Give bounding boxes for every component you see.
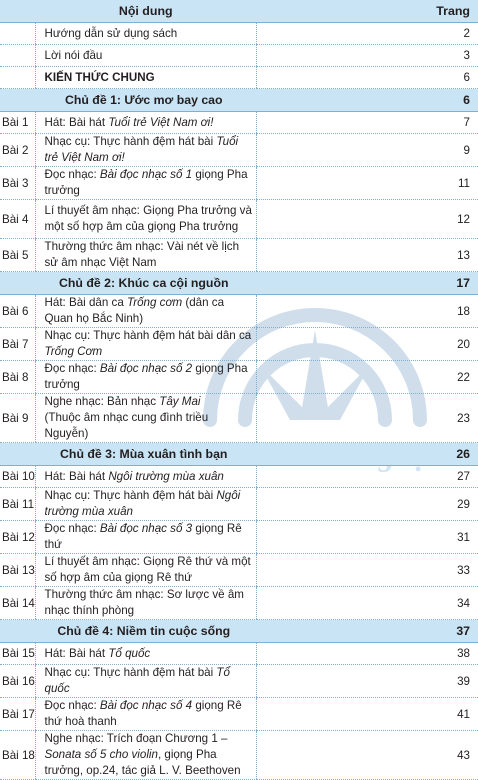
lesson-title: [35, 665, 257, 698]
lesson-title-text: Hát: Bài hát: [45, 647, 109, 660]
lesson-page-number: 20: [257, 328, 478, 361]
lesson-title: [35, 134, 257, 167]
lesson-title-text: , giọng Pha trưởng, op.24, tác giả L. V. Beethoven: [45, 748, 241, 777]
toc-lesson-row[interactable]: [0, 731, 478, 780]
lesson-page-number: 39: [257, 665, 478, 698]
toc-lesson-row[interactable]: [0, 361, 478, 394]
toc-lesson-row[interactable]: [0, 67, 478, 89]
lesson-title: [35, 643, 257, 665]
lesson-title: [35, 731, 257, 780]
lesson-title-italic: Bài đọc nhạc số 3: [100, 522, 192, 535]
lesson-number: Bài 2: [0, 134, 35, 167]
lesson-title: [35, 112, 257, 134]
lesson-title-text: Đọc nhạc:: [45, 699, 100, 712]
lesson-number: [0, 67, 35, 89]
lesson-title-italic: Tây Mai: [159, 395, 200, 408]
toc-topic-row[interactable]: [0, 272, 478, 295]
lesson-title: [35, 488, 257, 521]
lesson-title-italic: Tuổi trẻ Việt Nam ơi!: [108, 116, 213, 129]
lesson-title-italic: Ngôi trường mùa xuân: [108, 470, 224, 483]
lesson-title: [35, 67, 257, 89]
header-page-label: Trang: [257, 0, 478, 23]
lesson-title-text: Hát: Bài hát: [45, 470, 109, 483]
header-content-label: Nội dung: [35, 0, 257, 23]
lesson-number: Bài 13: [0, 554, 35, 587]
lesson-page-number: 23: [257, 394, 478, 443]
lesson-title-italic: Tổ quốc: [108, 647, 150, 660]
topic-page-number: 6: [257, 89, 478, 112]
lesson-number: Bài 15: [0, 643, 35, 665]
toc-lesson-row[interactable]: [0, 643, 478, 665]
lesson-title-text: Đọc nhạc:: [45, 362, 100, 375]
lesson-title-text: Hát: Bài hát: [45, 116, 109, 129]
lesson-number: Bài 18: [0, 731, 35, 780]
lesson-title-text: giọng Pha trưởng: [45, 362, 248, 391]
lesson-title-italic: Trống Cơm: [45, 345, 103, 358]
lesson-number: Bài 10: [0, 466, 35, 488]
lesson-title: [35, 587, 257, 620]
toc-lesson-row[interactable]: [0, 23, 478, 45]
lesson-page-number: 43: [257, 731, 478, 780]
lesson-page-number: 34: [257, 587, 478, 620]
topic-title: Chủ đề 3: Mùa xuân tình bạn: [0, 443, 257, 466]
lesson-page-number: 3: [257, 45, 478, 67]
lesson-title: [35, 466, 257, 488]
lesson-title-text: Nghe nhạc: Trích đoạn Chương 1 –: [45, 732, 228, 745]
lesson-title-text: Nhạc cụ: Thực hành đệm hát bài: [45, 135, 217, 148]
lesson-title-italic: Tổ quốc: [45, 666, 230, 695]
toc-lesson-row[interactable]: [0, 239, 478, 272]
toc-lesson-row[interactable]: [0, 328, 478, 361]
lesson-title-text: Nhạc cụ: Thực hành đệm hát bài: [45, 666, 217, 679]
toc-lesson-row[interactable]: [0, 698, 478, 731]
lesson-page-number: 41: [257, 698, 478, 731]
lesson-page-number: 12: [257, 200, 478, 239]
lesson-title-italic: Bài đọc nhạc số 1: [100, 168, 192, 181]
lesson-title-text: Thường thức âm nhạc: Vài nét về lịch sử âm nhạc Việt Nam: [45, 240, 240, 269]
lesson-number: Bài 12: [0, 521, 35, 554]
lesson-number: Bài 6: [0, 295, 35, 328]
lesson-title: [35, 521, 257, 554]
lesson-title-italic: Sonata số 5 cho violin: [45, 748, 158, 761]
lesson-title-text: Lí thuyết âm nhạc: Giọng Rê thứ và một số hợp âm của giọng Rê thứ: [45, 555, 251, 584]
topic-title: Chủ đề 2: Khúc ca cội nguồn: [0, 272, 257, 295]
lesson-title-text: Nhạc cụ: Thực hành đệm hát bài dân ca: [45, 329, 252, 342]
lesson-title-text: Lí thuyết âm nhạc: Giọng Pha trưởng và một số hợp âm của giọng Pha trưởng: [45, 204, 252, 233]
lesson-page-number: 33: [257, 554, 478, 587]
lesson-title: [35, 328, 257, 361]
header-spacer: [0, 0, 35, 23]
lesson-page-number: 22: [257, 361, 478, 394]
lesson-number: Bài 1: [0, 112, 35, 134]
lesson-number: Bài 5: [0, 239, 35, 272]
toc-lesson-row[interactable]: [0, 45, 478, 67]
toc-lesson-row[interactable]: [0, 587, 478, 620]
lesson-title-italic: Tuổi trẻ Việt Nam ơi!: [45, 135, 239, 164]
lesson-title-text: giọng Rê thứ: [45, 522, 242, 551]
lesson-number: [0, 45, 35, 67]
lesson-number: Bài 8: [0, 361, 35, 394]
lesson-page-number: 38: [257, 643, 478, 665]
lesson-page-number: 11: [257, 167, 478, 200]
lesson-page-number: 9: [257, 134, 478, 167]
lesson-title-text: giọng Rê thứ hoà thanh: [45, 699, 242, 728]
lesson-number: Bài 3: [0, 167, 35, 200]
lesson-title: [35, 295, 257, 328]
lesson-title: [35, 698, 257, 731]
toc-header: [0, 0, 478, 23]
lesson-number: Bài 4: [0, 200, 35, 239]
lesson-number: [0, 23, 35, 45]
lesson-page-number: 29: [257, 488, 478, 521]
lesson-number: Bài 7: [0, 328, 35, 361]
lesson-title: [35, 200, 257, 239]
toc-lesson-row[interactable]: [0, 134, 478, 167]
lesson-title-text: Hướng dẫn sử dụng sách: [45, 27, 178, 40]
lesson-title-text: Lời nói đầu: [45, 49, 103, 62]
lesson-number: Bài 9: [0, 394, 35, 443]
topic-page-number: 26: [257, 443, 478, 466]
toc-lesson-row[interactable]: [0, 665, 478, 698]
lesson-title-text: Nghe nhạc: Bản nhạc: [45, 395, 160, 408]
toc-lesson-row[interactable]: [0, 112, 478, 134]
toc-lesson-row[interactable]: [0, 167, 478, 200]
lesson-number: Bài 14: [0, 587, 35, 620]
toc-topic-row[interactable]: [0, 620, 478, 643]
toc-topic-row[interactable]: [0, 443, 478, 466]
lesson-page-number: 13: [257, 239, 478, 272]
topic-title: Chủ đề 1: Ước mơ bay cao: [0, 89, 257, 112]
lesson-number: Bài 16: [0, 665, 35, 698]
toc-lesson-row[interactable]: [0, 295, 478, 328]
lesson-page-number: 31: [257, 521, 478, 554]
lesson-title: [35, 361, 257, 394]
lesson-title-text: giọng Pha trưởng: [45, 168, 248, 197]
lesson-title: [35, 554, 257, 587]
toc-lesson-row[interactable]: [0, 521, 478, 554]
lesson-title-italic: Ngôi trường mùa xuân: [45, 489, 241, 518]
lesson-title: [35, 394, 257, 443]
lesson-page-number: 27: [257, 466, 478, 488]
toc-topic-row[interactable]: [0, 89, 478, 112]
lesson-number: Bài 17: [0, 698, 35, 731]
toc-lesson-row[interactable]: [0, 394, 478, 443]
topic-page-number: 17: [257, 272, 478, 295]
lesson-title-text: (Thuộc âm nhạc cung đình triều Nguyễn): [45, 411, 209, 440]
lesson-page-number: 18: [257, 295, 478, 328]
lesson-number: Bài 11: [0, 488, 35, 521]
lesson-title-text: Đọc nhạc:: [45, 168, 100, 181]
lesson-title-text: Đọc nhạc:: [45, 522, 100, 535]
lesson-title-text: Nhạc cụ: Thực hành đệm hát bài: [45, 489, 217, 502]
lesson-title-text: KIẾN THỨC CHUNG: [45, 71, 155, 84]
toc-lesson-row[interactable]: [0, 488, 478, 521]
lesson-title: [35, 239, 257, 272]
lesson-page-number: 2: [257, 23, 478, 45]
lesson-title: [35, 167, 257, 200]
lesson-title-italic: Trống cơm: [127, 296, 182, 309]
toc-lesson-row[interactable]: [0, 200, 478, 239]
lesson-title-text: Thường thức âm nhạc: Sơ lược về âm nhạc thính phòng: [45, 588, 244, 617]
lesson-title-text: (dân ca Quan họ Bắc Ninh): [45, 296, 225, 325]
lesson-title-italic: Bài đọc nhạc số 4: [100, 699, 192, 712]
lesson-title-text: Hát: Bài dân ca: [45, 296, 128, 309]
toc-lesson-row[interactable]: [0, 466, 478, 488]
lesson-title-italic: Bài đọc nhạc số 2: [100, 362, 192, 375]
topic-title: Chủ đề 4: Niềm tin cuộc sống: [0, 620, 257, 643]
lesson-title: [35, 23, 257, 45]
toc-lesson-row[interactable]: [0, 554, 478, 587]
topic-page-number: 37: [257, 620, 478, 643]
lesson-page-number: 6: [257, 67, 478, 89]
lesson-page-number: 7: [257, 112, 478, 134]
lesson-title: [35, 45, 257, 67]
